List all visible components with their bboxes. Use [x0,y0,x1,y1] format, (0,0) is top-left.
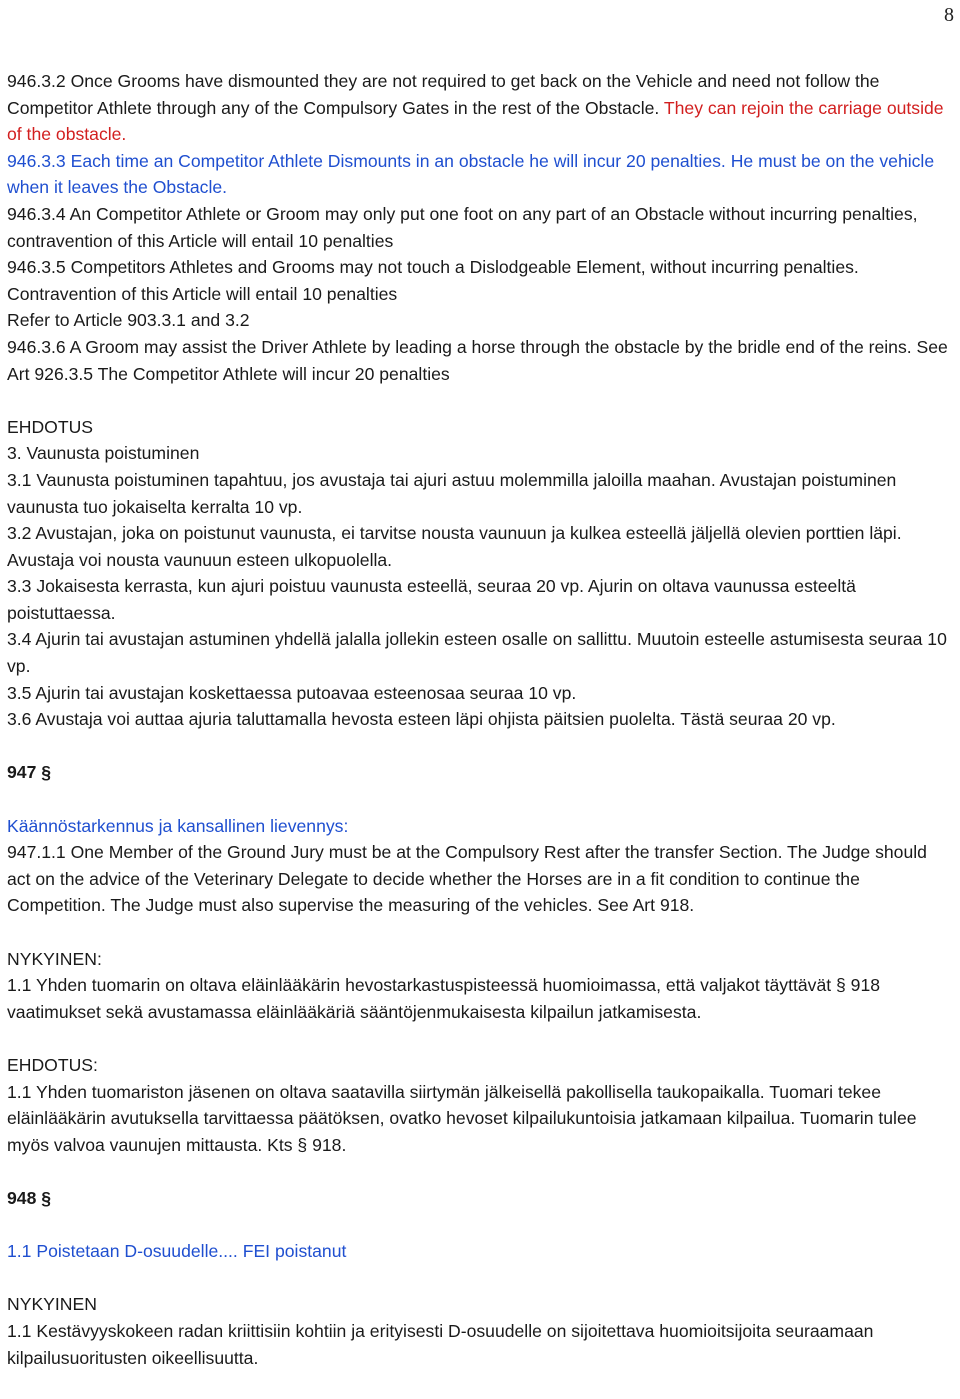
text-run: NYKYINEN [7,1294,97,1315]
text-run: EHDOTUS [7,416,94,437]
text-run: 947 § [7,762,52,783]
paragraph [7,201,953,254]
text-run: 1.1 Yhden tuomarin on oltava eläinlääkärin hevostarkastuspisteessä huomioimassa, että valjakot täyttävät § 918 vaatimukset sekä avustamassa eläinlääkäriä sääntöjenmukaisesta kilpailun jatkamisesta. [7,975,881,1022]
paragraph [7,440,953,467]
paragraph-spacer [7,1025,953,1052]
text-run: EHDOTUS: [7,1054,98,1075]
text-run: 3.2 Avustajan, joka on poistunut vaunusta, ei tarvitse nousta vaunuun ja kulkea esteellä jäljellä olevien porttien läpi. Avustaja voi nousta vaunuun esteen ulkopuolella. [7,523,902,570]
paragraph-spacer [7,919,953,946]
paragraph-spacer [7,1212,953,1239]
text-run: 3.4 Ajurin tai avustajan astuminen yhdellä jalalla jollekin esteen osalle on sallittu. Muutoin esteelle astumisesta seuraa 10 vp. [7,629,947,677]
text-run: 3.5 Ajurin tai avustajan koskettaessa putoavaa esteenosaa seuraa 10 vp. [7,682,577,703]
paragraph-spacer [7,1158,953,1185]
text-run: He must be on the vehicle when it leaves the Obstacle. [7,150,935,198]
paragraph [7,1291,953,1318]
text-run: 3.6 Avustaja voi auttaa ajuria taluttamalla hevosta esteen läpi ohjista päitsien puolelta. Tästä seuraa 20 vp. [7,709,836,730]
paragraph [7,626,953,679]
text-run: 946.3.6 A Groom may assist the Driver Athlete by leading a horse through the obstacle by the bridle end of the reins. See Art 926.3.5 The Competitor Athlete will incur 20 penalties [7,336,948,384]
text-run: 946.3.5 Competitors Athletes and Grooms may not touch a Dislodgeable Element, without incurring penalties. Contravention of this Article will entail 10 penalties [7,257,859,304]
text-run: 946.3.3 Each time an Competitor Athlete Dismounts in an obstacle he will incur 20 penalties. [7,150,731,171]
paragraph [7,759,953,786]
paragraph [7,1238,953,1265]
text-run: 946.3.4 An Competitor Athlete or Groom may only put one foot on any part of an Obstacle without incurring penalties, contravention of this Article will entail 10 penalties [7,203,918,251]
paragraph [7,414,953,441]
paragraph [7,334,953,387]
paragraph [7,1079,953,1159]
paragraph [7,972,953,1025]
paragraph [7,520,953,573]
paragraph [7,946,953,973]
text-run: 1.1 Kestävyyskokeen radan kriittisiin kohtiin ja erityisesti D-osuudelle on sijoitettava huomioitsijoita seuraamaan kilpailusuoritusten oikeellisuutta. [7,1320,874,1368]
paragraph [7,680,953,707]
text-run: 1.1 Yhden tuomariston jäsenen on oltava saatavilla siirtymän jälkeisellä pakollisella taukopaikalla. Tuomari tekee eläinlääkärin avutuksella tarvittaessa päätöksen, ovatko hevoset kilpailukuntoisia jatkamaan kilpailua. Tuomarin tulee myös valvoa vaunujen mittausta. Kts § 918. [7,1081,917,1155]
paragraph-spacer [7,387,953,414]
text-run: Refer to Article 903.3.1 and 3.2 [7,310,250,331]
paragraph-spacer [7,1265,953,1292]
paragraph [7,1318,953,1371]
page-number: 8 [944,4,954,26]
paragraph [7,254,953,307]
paragraph [7,68,953,148]
text-run: 946.3.2 Once Grooms have dismounted they are not required to get back on the Vehicle and need not follow the Competitor Athlete through any of the Compulsory Gates in the rest of the Obstacle. [7,71,880,118]
paragraph [7,1052,953,1079]
paragraph [7,813,953,840]
text-run: 3.1 Vaunusta poistuminen tapahtuu, jos avustaja tai ajuri astuu molemmilla jaloilla maahan. Avustajan poistuminen vaunusta tuo jokaiselta kerralta 10 vp. [7,469,897,517]
paragraph [7,839,953,919]
text-run: 948 § [7,1187,52,1208]
text-run: 3.3 Jokaisesta kerrasta, kun ajuri poistuu vaunusta esteellä, seuraa 20 vp. Ajurin on oltava vaunussa esteeltä poistuttaessa. [7,576,856,623]
text-run: 947.1.1 One Member of the Ground Jury must be at the Compulsory Rest after the transfer Section. The Judge should act on the advice of the Veterinary Delegate to decide whether the Horses are in a fit condition to continue the Competition. The Judge must also supervise the measuring of the vehicles. See Art 918. [7,842,927,916]
paragraph [7,467,953,520]
text-run: They can rejoin the carriage outside of the obstacle. [7,97,944,145]
paragraph [7,1185,953,1212]
paragraph [7,573,953,626]
paragraph [7,706,953,733]
paragraph [7,307,953,334]
text-run: NYKYINEN: [7,948,102,969]
paragraph [7,148,953,201]
paragraph-spacer [7,786,953,813]
text-run: Käännöstarkennus ja kansallinen lievennys: [7,815,349,836]
text-run: 1.1 Poistetaan D-osuudelle.... FEI poistanut [7,1241,347,1262]
paragraph-spacer [7,733,953,760]
text-run: 3. Vaunusta poistuminen [7,443,200,464]
document-body [7,68,953,1371]
